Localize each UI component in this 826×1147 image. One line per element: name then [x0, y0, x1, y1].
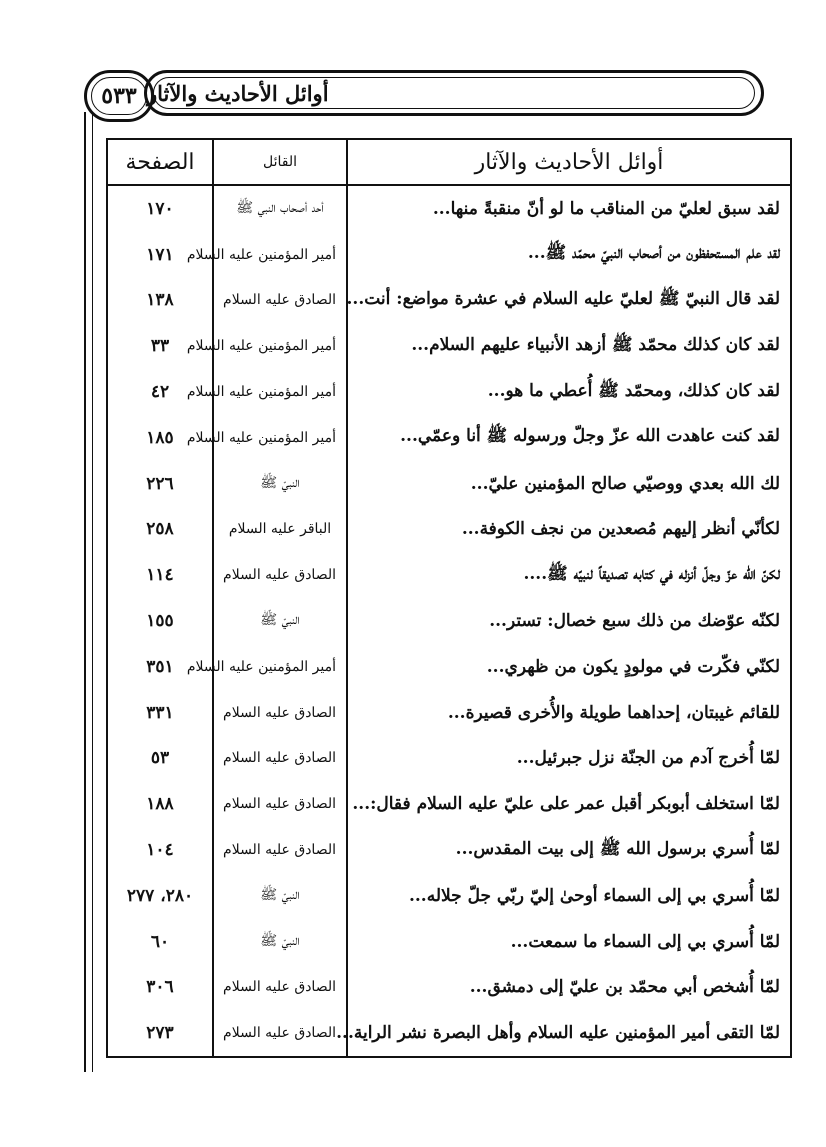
hadith-cell: لقد كان كذلك محمّد ﷺ أزهد الأنبياء عليهم السلام... — [347, 323, 791, 369]
table-row — [107, 965, 791, 1011]
page-cell: ١٠٤ — [107, 827, 213, 873]
table-row — [107, 552, 791, 598]
speaker-cell: الصادق عليه السلام — [213, 690, 347, 736]
hadith-cell: لقد كان كذلك، ومحمّد ﷺ أُعطي ما هو... — [347, 369, 791, 415]
speaker-cell: الصادق عليه السلام — [213, 278, 347, 324]
page-cell: ٤٢ — [107, 369, 213, 415]
speaker-cell: الصادق عليه السلام — [213, 736, 347, 782]
hadith-cell: لك الله بعدي ووصيّي صالح المؤمنين عليّ... — [347, 461, 791, 507]
page-cell: ٢٨٠، ٢٧٧ — [107, 873, 213, 919]
hadith-cell: لكأنّي أنظر إليهم مُصعدين من نجف الكوفة... — [347, 507, 791, 553]
speaker-cell: أمير المؤمنين عليه السلام — [213, 323, 347, 369]
running-title: أوائل الأحاديث والآثار — [144, 70, 764, 116]
speaker-cell: الصادق عليه السلام — [213, 552, 347, 598]
hadith-cell: لقد سبق لعليّ من المناقب ما لو أنّ منقبةً منها... — [347, 185, 791, 232]
speaker-cell: الصادق عليه السلام — [213, 1010, 347, 1057]
column-header-page: الصفحة — [107, 139, 213, 185]
page-number: ٥٣٣ — [84, 70, 154, 122]
hadith-cell: لمّا أُخرج آدم من الجنّة نزل جبرئيل... — [347, 736, 791, 782]
table-row — [107, 278, 791, 324]
table-row — [107, 369, 791, 415]
page-cell: ٢٧٣ — [107, 1010, 213, 1057]
hadith-index-table — [106, 138, 792, 1058]
speaker-cell: الباقر عليه السلام — [213, 507, 347, 553]
table-row — [107, 690, 791, 736]
page-cell: ٣٥١ — [107, 644, 213, 690]
table-row — [107, 781, 791, 827]
page-cell: ٢٥٨ — [107, 507, 213, 553]
page-cell: ٣٣١ — [107, 690, 213, 736]
page-cell: ١٧١ — [107, 232, 213, 278]
running-header — [84, 70, 764, 122]
table-row — [107, 1010, 791, 1057]
hadith-cell: لكنّه عوّضك من ذلك سبع خصال: تستر... — [347, 598, 791, 644]
table-row — [107, 644, 791, 690]
speaker-cell: الصادق عليه السلام — [213, 827, 347, 873]
speaker-cell: النبيّ ﷺ — [213, 461, 347, 507]
hadith-cell: لمّا أُشخص أبي محمّد بن عليّ إلى دمشق... — [347, 965, 791, 1011]
speaker-cell: أمير المؤمنين عليه السلام — [213, 369, 347, 415]
speaker-cell: النبيّ ﷺ — [213, 919, 347, 965]
table-header-row — [107, 139, 791, 185]
speaker-cell: أمير المؤمنين عليه السلام — [213, 415, 347, 461]
table-row — [107, 873, 791, 919]
hadith-cell: لمّا التقى أمير المؤمنين عليه السلام وأهل البصرة نشر الراية... — [347, 1010, 791, 1057]
page-cell: ١٥٥ — [107, 598, 213, 644]
table-row — [107, 461, 791, 507]
column-header-hadith: أوائل الأحاديث والآثار — [347, 139, 791, 185]
page-cell: ١٨٥ — [107, 415, 213, 461]
table-body — [107, 185, 791, 1057]
page-cell: ٣٠٦ — [107, 965, 213, 1011]
table-row — [107, 919, 791, 965]
hadith-cell: لكنّي فكّرت في مولودٍ يكون من ظهري... — [347, 644, 791, 690]
hadith-cell: لقد علم المستحفظون من أصحاب النبيّ محمّد ﷺ... — [347, 232, 791, 278]
table-row — [107, 598, 791, 644]
speaker-cell: أحد أصحاب النبي ﷺ — [213, 185, 347, 232]
page-cell: ٢٢٦ — [107, 461, 213, 507]
table-row — [107, 232, 791, 278]
hadith-cell: لمّا استخلف أبوبكر أقبل عمر على عليّ عليه السلام فقال:... — [347, 781, 791, 827]
page-cell: ١٨٨ — [107, 781, 213, 827]
hadith-cell: لقد قال النبيّ ﷺ لعليّ عليه السلام في عشرة مواضع: أنت... — [347, 278, 791, 324]
column-header-speaker: القائل — [213, 139, 347, 185]
speaker-cell: الصادق عليه السلام — [213, 781, 347, 827]
page-cell: ٥٣ — [107, 736, 213, 782]
table-row — [107, 185, 791, 232]
hadith-cell: لمّا أُسري بي إلى السماء ما سمعت... — [347, 919, 791, 965]
margin-rule-inner — [92, 112, 93, 1072]
speaker-cell: الصادق عليه السلام — [213, 965, 347, 1011]
speaker-cell: النبيّ ﷺ — [213, 598, 347, 644]
table-row — [107, 323, 791, 369]
page-cell: ٦٠ — [107, 919, 213, 965]
hadith-cell: لمّا أُسري بي إلى السماء أوحىٰ إليّ ربّي جلّ جلاله... — [347, 873, 791, 919]
table-row — [107, 827, 791, 873]
hadith-cell: لمّا أُسري برسول الله ﷺ إلى بيت المقدس... — [347, 827, 791, 873]
table-row — [107, 415, 791, 461]
page-cell: ٣٣ — [107, 323, 213, 369]
page-cell: ١٣٨ — [107, 278, 213, 324]
speaker-cell: أمير المؤمنين عليه السلام — [213, 232, 347, 278]
margin-rule — [84, 112, 86, 1072]
speaker-cell: أمير المؤمنين عليه السلام — [213, 644, 347, 690]
table-row — [107, 736, 791, 782]
speaker-cell: النبيّ ﷺ — [213, 873, 347, 919]
hadith-cell: للقائم غيبتان، إحداهما طويلة والأُخرى قصيرة... — [347, 690, 791, 736]
page-cell: ١٧٠ — [107, 185, 213, 232]
table-row — [107, 507, 791, 553]
hadith-cell: لقد كنت عاهدت الله عزّ وجلّ ورسوله ﷺ أنا وعمّي... — [347, 415, 791, 461]
page-cell: ١١٤ — [107, 552, 213, 598]
hadith-cell: لكنّ الله عزّ وجلّ أنزله في كتابه تصديقاً لنبيّه ﷺ.... — [347, 552, 791, 598]
